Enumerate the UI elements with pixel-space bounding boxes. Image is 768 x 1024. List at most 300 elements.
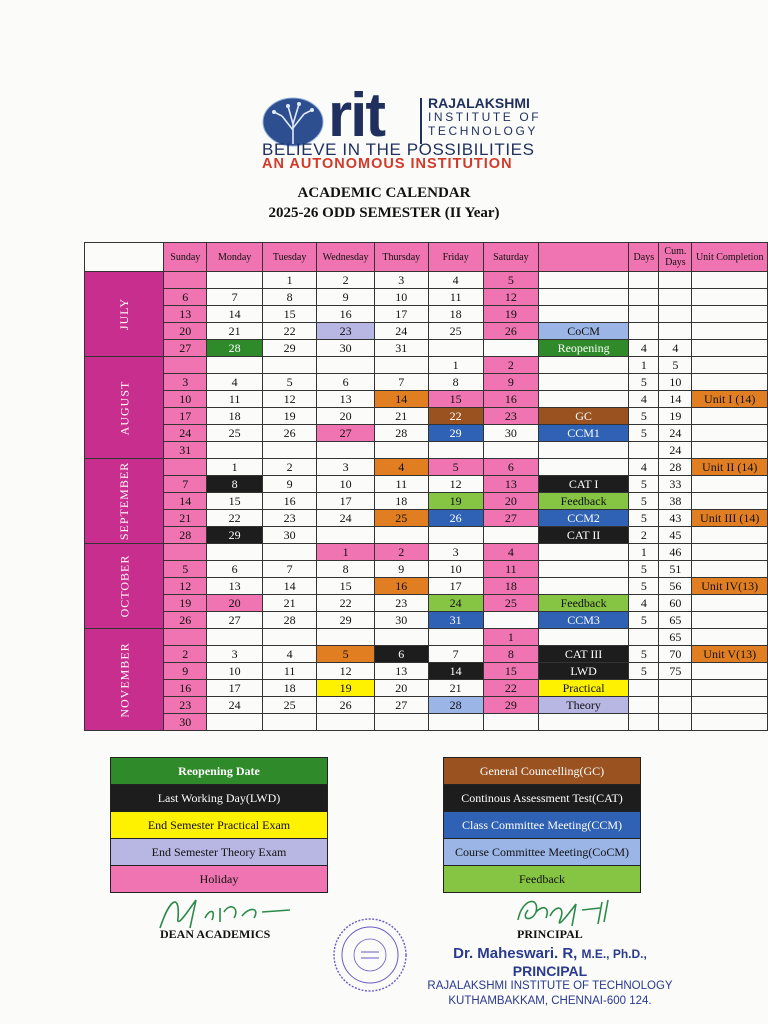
cum-days-cell: 43: [659, 510, 692, 527]
cum-days-cell: [659, 714, 692, 731]
cum-days-cell: [659, 680, 692, 697]
logo-institute-name: [428, 96, 541, 138]
header-sunday: Sunday: [164, 243, 207, 272]
cum-days-cell: [659, 306, 692, 323]
cum-days-cell: 46: [659, 544, 692, 561]
day-cell: 18: [428, 306, 483, 323]
event-cell: [538, 391, 628, 408]
day-cell: 24: [207, 697, 263, 714]
day-cell: 28: [375, 425, 429, 442]
day-cell: 10: [428, 561, 483, 578]
calendar-week-row: [85, 680, 768, 697]
day-cell: [164, 459, 207, 476]
cum-days-cell: 65: [659, 612, 692, 629]
calendar-week-row: [85, 459, 768, 476]
legend-item: Reopening Date: [111, 758, 328, 785]
day-cell: 30: [164, 714, 207, 731]
calendar-week-row: [85, 697, 768, 714]
days-cell: 1: [629, 357, 659, 374]
day-cell: [207, 544, 263, 561]
unit-completion-cell: Unit II (14): [692, 459, 768, 476]
header-days: Days: [629, 243, 659, 272]
day-cell: 17: [207, 680, 263, 697]
day-cell: 17: [375, 306, 429, 323]
day-cell: 2: [375, 544, 429, 561]
unit-completion-cell: [692, 714, 768, 731]
day-cell: 19: [483, 306, 538, 323]
header-cum-days: Cum. Days: [659, 243, 692, 272]
day-cell: 6: [375, 646, 429, 663]
logo-divider: [420, 98, 422, 144]
calendar-week-row: [85, 527, 768, 544]
day-cell: 8: [483, 646, 538, 663]
month-label-july: [85, 272, 164, 357]
days-cell: 1: [629, 544, 659, 561]
day-cell: 15: [207, 493, 263, 510]
day-cell: 22: [317, 595, 375, 612]
unit-completion-cell: [692, 595, 768, 612]
days-cell: 2: [629, 527, 659, 544]
header-monday: Monday: [207, 243, 263, 272]
day-cell: 10: [164, 391, 207, 408]
day-cell: 13: [317, 391, 375, 408]
calendar-week-row: [85, 357, 768, 374]
day-cell: 23: [263, 510, 317, 527]
header-saturday: Saturday: [483, 243, 538, 272]
month-name: AUGUST: [117, 380, 132, 435]
day-cell: 16: [483, 391, 538, 408]
event-cell: CAT II: [538, 527, 628, 544]
days-cell: 5: [629, 612, 659, 629]
day-cell: 7: [263, 561, 317, 578]
days-cell: [629, 714, 659, 731]
unit-completion-cell: Unit I (14): [692, 391, 768, 408]
day-cell: 30: [263, 527, 317, 544]
unit-completion-cell: [692, 680, 768, 697]
day-cell: [375, 714, 429, 731]
event-cell: [538, 629, 628, 646]
month-label-september: [85, 459, 164, 544]
day-cell: [317, 527, 375, 544]
calendar-week-row: [85, 714, 768, 731]
calendar-body: [85, 272, 768, 731]
day-cell: 5: [483, 272, 538, 289]
calendar-week-row: [85, 612, 768, 629]
event-cell: CCM2: [538, 510, 628, 527]
event-cell: [538, 289, 628, 306]
day-cell: [317, 629, 375, 646]
day-cell: 5: [317, 646, 375, 663]
event-cell: CAT III: [538, 646, 628, 663]
day-cell: 8: [317, 561, 375, 578]
day-cell: 31: [428, 612, 483, 629]
unit-completion-cell: [692, 357, 768, 374]
tagline: BELIEVE IN THE POSSIBILITIES: [262, 140, 535, 159]
header-events: [538, 243, 628, 272]
day-cell: 18: [483, 578, 538, 595]
day-cell: 4: [428, 272, 483, 289]
legend-row: [111, 785, 328, 812]
dean-academics-label: DEAN ACADEMICS: [160, 927, 271, 941]
day-cell: 13: [483, 476, 538, 493]
unit-completion-cell: [692, 374, 768, 391]
day-cell: 30: [375, 612, 429, 629]
calendar-week-row: [85, 442, 768, 459]
header-unit-completion: Unit Completion: [692, 243, 768, 272]
days-cell: 5: [629, 646, 659, 663]
day-cell: 27: [483, 510, 538, 527]
calendar-week-row: [85, 476, 768, 493]
month-name: JULY: [117, 297, 132, 331]
unit-completion-cell: [692, 544, 768, 561]
day-cell: 6: [317, 374, 375, 391]
days-cell: [629, 697, 659, 714]
legend-row: [444, 812, 641, 839]
days-cell: 5: [629, 425, 659, 442]
day-cell: 11: [428, 289, 483, 306]
day-cell: 31: [164, 442, 207, 459]
calendar-week-row: [85, 306, 768, 323]
day-cell: 1: [428, 357, 483, 374]
days-cell: 4: [629, 391, 659, 408]
unit-completion-cell: [692, 612, 768, 629]
calendar-header-row: [85, 243, 768, 272]
day-cell: [375, 527, 429, 544]
days-cell: [629, 272, 659, 289]
day-cell: 3: [428, 544, 483, 561]
day-cell: 5: [263, 374, 317, 391]
day-cell: [164, 357, 207, 374]
day-cell: [263, 442, 317, 459]
day-cell: [207, 629, 263, 646]
day-cell: 20: [483, 493, 538, 510]
day-cell: [483, 612, 538, 629]
day-cell: [483, 714, 538, 731]
header-friday: Friday: [428, 243, 483, 272]
day-cell: 26: [428, 510, 483, 527]
legend-row: [111, 758, 328, 785]
month-name: SEPTEMBER: [117, 461, 132, 541]
day-cell: 18: [375, 493, 429, 510]
legend-row: [444, 866, 641, 893]
day-cell: [375, 442, 429, 459]
cum-days-cell: [659, 697, 692, 714]
day-cell: 26: [164, 612, 207, 629]
event-cell: Feedback: [538, 595, 628, 612]
day-cell: 31: [375, 340, 429, 357]
calendar-week-row: [85, 289, 768, 306]
day-cell: 8: [428, 374, 483, 391]
day-cell: [207, 714, 263, 731]
day-cell: 27: [164, 340, 207, 357]
legend-left: [110, 757, 328, 893]
logo-name-line1: RAJALAKSHMI: [428, 95, 530, 111]
day-cell: 10: [375, 289, 429, 306]
day-cell: 7: [428, 646, 483, 663]
calendar-week-row: [85, 493, 768, 510]
page-title: ACADEMIC CALENDAR: [297, 185, 471, 201]
day-cell: 14: [263, 578, 317, 595]
calendar-week-row: [85, 272, 768, 289]
unit-completion-cell: [692, 561, 768, 578]
day-cell: 10: [207, 663, 263, 680]
day-cell: 7: [164, 476, 207, 493]
day-cell: [428, 629, 483, 646]
unit-completion-cell: [692, 493, 768, 510]
day-cell: 20: [317, 408, 375, 425]
event-cell: [538, 272, 628, 289]
day-cell: 2: [317, 272, 375, 289]
cum-days-cell: 51: [659, 561, 692, 578]
day-cell: 23: [164, 697, 207, 714]
unit-completion-cell: [692, 306, 768, 323]
day-cell: [164, 272, 207, 289]
calendar-week-row: [85, 646, 768, 663]
day-cell: 1: [483, 629, 538, 646]
principal-title: PRINCIPAL: [512, 963, 588, 979]
day-cell: 24: [164, 425, 207, 442]
day-cell: [483, 340, 538, 357]
calendar-week-row: [85, 544, 768, 561]
cum-days-cell: 70: [659, 646, 692, 663]
day-cell: 8: [263, 289, 317, 306]
day-cell: 11: [483, 561, 538, 578]
calendar-week-row: [85, 408, 768, 425]
event-cell: GC: [538, 408, 628, 425]
day-cell: 4: [207, 374, 263, 391]
cum-days-cell: 60: [659, 595, 692, 612]
day-cell: [207, 442, 263, 459]
cum-days-cell: [659, 272, 692, 289]
day-cell: 15: [263, 306, 317, 323]
day-cell: 11: [207, 391, 263, 408]
day-cell: [375, 629, 429, 646]
event-cell: [538, 561, 628, 578]
event-cell: CoCM: [538, 323, 628, 340]
day-cell: 30: [483, 425, 538, 442]
day-cell: 12: [483, 289, 538, 306]
day-cell: 21: [375, 408, 429, 425]
day-cell: 12: [317, 663, 375, 680]
day-cell: 4: [483, 544, 538, 561]
day-cell: [483, 442, 538, 459]
autonomous-label: AN AUTONOMOUS INSTITUTION: [262, 156, 513, 172]
day-cell: 14: [164, 493, 207, 510]
unit-completion-cell: [692, 476, 768, 493]
day-cell: 19: [317, 680, 375, 697]
day-cell: 26: [317, 697, 375, 714]
day-cell: 29: [263, 340, 317, 357]
day-cell: 9: [164, 663, 207, 680]
day-cell: [483, 527, 538, 544]
day-cell: 19: [263, 408, 317, 425]
event-cell: [538, 374, 628, 391]
page-subtitle: 2025-26 ODD SEMESTER (II Year): [268, 205, 500, 221]
day-cell: 30: [317, 340, 375, 357]
day-cell: 9: [263, 476, 317, 493]
days-cell: 5: [629, 374, 659, 391]
legend-row: [444, 758, 641, 785]
day-cell: 21: [263, 595, 317, 612]
unit-completion-cell: Unit III (14): [692, 510, 768, 527]
day-cell: [317, 442, 375, 459]
principal-degrees: M.E., Ph.D.,: [581, 947, 647, 961]
legend-row: [444, 839, 641, 866]
header-blank: [85, 243, 164, 272]
day-cell: 1: [317, 544, 375, 561]
day-cell: [207, 272, 263, 289]
cum-days-cell: [659, 323, 692, 340]
cum-days-cell: 19: [659, 408, 692, 425]
day-cell: 22: [483, 680, 538, 697]
day-cell: 14: [207, 306, 263, 323]
calendar-week-row: [85, 629, 768, 646]
days-cell: [629, 323, 659, 340]
day-cell: 20: [164, 323, 207, 340]
cum-days-cell: 33: [659, 476, 692, 493]
calendar-week-row: [85, 510, 768, 527]
unit-completion-cell: [692, 340, 768, 357]
day-cell: 15: [483, 663, 538, 680]
day-cell: 27: [375, 697, 429, 714]
cum-days-cell: 10: [659, 374, 692, 391]
header-thursday: Thursday: [375, 243, 429, 272]
calendar-week-row: [85, 595, 768, 612]
day-cell: 13: [164, 306, 207, 323]
day-cell: 24: [375, 323, 429, 340]
days-cell: 4: [629, 595, 659, 612]
day-cell: 23: [317, 323, 375, 340]
day-cell: 9: [483, 374, 538, 391]
calendar-week-row: [85, 340, 768, 357]
days-cell: 5: [629, 510, 659, 527]
days-cell: [629, 289, 659, 306]
day-cell: 2: [263, 459, 317, 476]
calendar-week-row: [85, 391, 768, 408]
logo-name-line2: INSTITUTE OF: [428, 110, 542, 124]
day-cell: 6: [483, 459, 538, 476]
unit-completion-cell: [692, 323, 768, 340]
principal-label: PRINCIPAL: [517, 927, 583, 941]
day-cell: [263, 629, 317, 646]
cum-days-cell: 56: [659, 578, 692, 595]
day-cell: 1: [263, 272, 317, 289]
day-cell: 1: [207, 459, 263, 476]
unit-completion-cell: [692, 425, 768, 442]
event-cell: [538, 714, 628, 731]
day-cell: 13: [207, 578, 263, 595]
day-cell: 5: [164, 561, 207, 578]
day-cell: 12: [263, 391, 317, 408]
day-cell: 24: [428, 595, 483, 612]
unit-completion-cell: [692, 629, 768, 646]
calendar-week-row: [85, 425, 768, 442]
unit-completion-cell: Unit V(13): [692, 646, 768, 663]
day-cell: 29: [317, 612, 375, 629]
legend-row: [444, 785, 641, 812]
day-cell: 23: [375, 595, 429, 612]
event-cell: Practical: [538, 680, 628, 697]
day-cell: 6: [207, 561, 263, 578]
day-cell: 10: [317, 476, 375, 493]
event-cell: [538, 306, 628, 323]
day-cell: 22: [207, 510, 263, 527]
month-label-august: [85, 357, 164, 459]
legend-item: Holiday: [111, 866, 328, 893]
event-cell: LWD: [538, 663, 628, 680]
day-cell: 16: [317, 306, 375, 323]
legend-item: General Councelling(GC): [444, 758, 641, 785]
event-cell: CCM3: [538, 612, 628, 629]
month-label-october: [85, 544, 164, 629]
day-cell: [428, 442, 483, 459]
day-cell: [263, 357, 317, 374]
legend-item: Last Working Day(LWD): [111, 785, 328, 812]
day-cell: 17: [164, 408, 207, 425]
calendar-week-row: [85, 578, 768, 595]
day-cell: 23: [483, 408, 538, 425]
day-cell: 2: [483, 357, 538, 374]
unit-completion-cell: [692, 272, 768, 289]
event-cell: Theory: [538, 697, 628, 714]
day-cell: 6: [164, 289, 207, 306]
cum-days-cell: 5: [659, 357, 692, 374]
day-cell: 16: [164, 680, 207, 697]
day-cell: 25: [263, 697, 317, 714]
principal-name: Dr. Maheswari. R,: [453, 945, 578, 962]
month-name: NOVEMBER: [117, 641, 132, 718]
logo-name-line3: TECHNOLOGY: [428, 124, 539, 138]
academic-calendar-table: [84, 242, 768, 731]
legend-item: Feedback: [444, 866, 641, 893]
unit-completion-cell: [692, 527, 768, 544]
day-cell: 12: [428, 476, 483, 493]
day-cell: 25: [207, 425, 263, 442]
event-cell: Reopening: [538, 340, 628, 357]
day-cell: 11: [263, 663, 317, 680]
day-cell: 7: [207, 289, 263, 306]
cum-days-cell: 24: [659, 442, 692, 459]
day-cell: 28: [164, 527, 207, 544]
day-cell: 22: [263, 323, 317, 340]
day-cell: [263, 714, 317, 731]
stamp-address: KUTHAMBAKKAM, CHENNAI-600 124.: [448, 995, 652, 1007]
days-cell: [629, 629, 659, 646]
unit-completion-cell: [692, 289, 768, 306]
legend-item: Course Committee Meeting(CoCM): [444, 839, 641, 866]
days-cell: 5: [629, 476, 659, 493]
day-cell: 4: [375, 459, 429, 476]
day-cell: [164, 629, 207, 646]
legend-right: [443, 757, 641, 893]
header-tuesday: Tuesday: [263, 243, 317, 272]
event-cell: [538, 544, 628, 561]
day-cell: 27: [317, 425, 375, 442]
day-cell: 3: [317, 459, 375, 476]
day-cell: [428, 340, 483, 357]
unit-completion-cell: [692, 442, 768, 459]
day-cell: 24: [317, 510, 375, 527]
day-cell: 7: [375, 374, 429, 391]
day-cell: 2: [164, 646, 207, 663]
day-cell: 26: [483, 323, 538, 340]
principal-stamp: [420, 945, 680, 1009]
day-cell: 5: [428, 459, 483, 476]
day-cell: [375, 357, 429, 374]
day-cell: 18: [207, 408, 263, 425]
day-cell: 26: [263, 425, 317, 442]
days-cell: 4: [629, 340, 659, 357]
